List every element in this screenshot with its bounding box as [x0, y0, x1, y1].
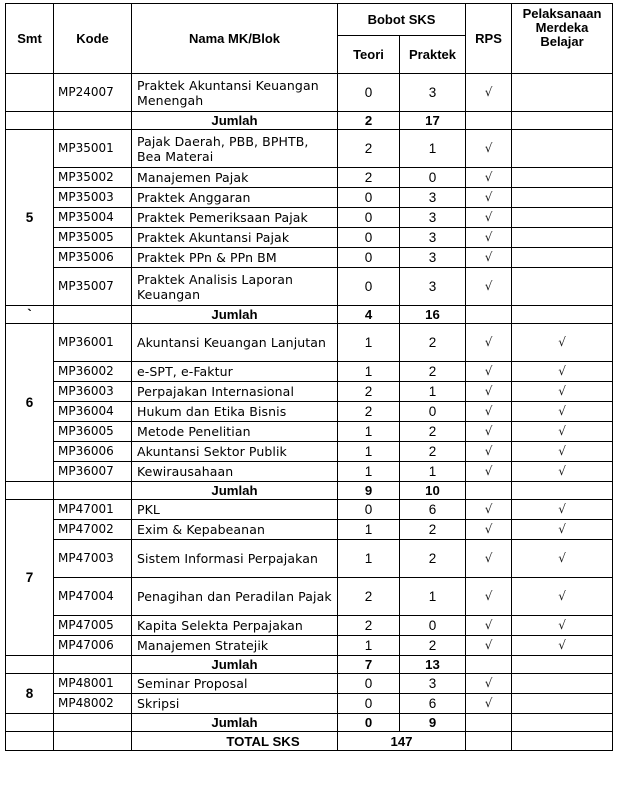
course-name: Praktek PPn & PPn BM [132, 248, 338, 268]
merdeka-check [512, 382, 613, 402]
teori-credits: 0 [338, 74, 400, 112]
total-empty-cell [466, 732, 512, 751]
course-name: Kapita Selekta Perpajakan [132, 616, 338, 636]
check-icon: √ [558, 464, 566, 478]
sum-row [6, 656, 613, 674]
course-name: Akuntansi Sektor Publik [132, 442, 338, 462]
rps-check [466, 500, 512, 520]
course-code: MP47002 [54, 520, 132, 540]
course-code: MP35001 [54, 130, 132, 168]
praktek-credits: 2 [400, 362, 466, 382]
merdeka-check [512, 248, 613, 268]
praktek-credits: 0 [400, 168, 466, 188]
rps-check [466, 188, 512, 208]
course-code: MP36004 [54, 402, 132, 422]
course-name: Praktek Analisis Laporan Keuangan [132, 268, 338, 306]
check-icon: √ [558, 502, 566, 516]
sum-empty-cell [54, 656, 132, 674]
course-name: Praktek Akuntansi Pajak [132, 228, 338, 248]
course-name: Manajemen Stratejik [132, 636, 338, 656]
merdeka-check [512, 578, 613, 616]
course-code: MP48001 [54, 674, 132, 694]
check-icon: √ [558, 424, 566, 438]
course-name: Sistem Informasi Perpajakan [132, 540, 338, 578]
merdeka-check [512, 442, 613, 462]
curriculum-table [5, 3, 613, 751]
rps-check [466, 422, 512, 442]
check-icon: √ [558, 551, 566, 565]
table-row [6, 402, 613, 422]
total-empty-cell [6, 732, 54, 751]
sum-row [6, 714, 613, 732]
table-row [6, 540, 613, 578]
teori-credits: 0 [338, 268, 400, 306]
check-icon: √ [484, 141, 493, 155]
sum-semester-cell [6, 714, 54, 732]
course-code: MP47003 [54, 540, 132, 578]
check-icon: √ [484, 364, 493, 378]
check-icon: √ [484, 85, 493, 99]
praktek-credits: 3 [400, 74, 466, 112]
check-icon: √ [558, 638, 566, 652]
sum-label: Jumlah [132, 714, 338, 732]
rps-check [466, 130, 512, 168]
check-icon: √ [558, 364, 566, 378]
teori-credits: 0 [338, 694, 400, 714]
table-row [6, 616, 613, 636]
merdeka-check [512, 616, 613, 636]
sum-empty-cell [54, 482, 132, 500]
teori-credits: 2 [338, 402, 400, 422]
sum-label: Jumlah [132, 112, 338, 130]
table-row [6, 578, 613, 616]
header-nama: Nama MK/Blok [132, 4, 338, 74]
course-code: MP36005 [54, 422, 132, 442]
sum-row [6, 112, 613, 130]
teori-credits: 1 [338, 442, 400, 462]
merdeka-check [512, 130, 613, 168]
table-row [6, 520, 613, 540]
teori-credits: 0 [338, 228, 400, 248]
rps-check [466, 248, 512, 268]
course-code: MP36007 [54, 462, 132, 482]
teori-credits: 2 [338, 168, 400, 188]
sum-empty-cell [466, 656, 512, 674]
check-icon: √ [484, 250, 493, 264]
check-icon: √ [484, 404, 493, 418]
praktek-credits: 3 [400, 188, 466, 208]
teori-credits: 1 [338, 324, 400, 362]
merdeka-check [512, 74, 613, 112]
course-name: Perpajakan Internasional [132, 382, 338, 402]
teori-credits: 0 [338, 188, 400, 208]
course-code: MP36003 [54, 382, 132, 402]
total-empty-cell [54, 732, 132, 751]
teori-credits: 1 [338, 422, 400, 442]
teori-credits: 2 [338, 382, 400, 402]
merdeka-check [512, 636, 613, 656]
merdeka-check [512, 208, 613, 228]
course-name: Skripsi [132, 694, 338, 714]
praktek-credits: 2 [400, 422, 466, 442]
sum-praktek: 9 [400, 714, 466, 732]
rps-check [466, 382, 512, 402]
praktek-credits: 1 [400, 130, 466, 168]
curriculum-body [6, 74, 613, 751]
check-icon: √ [558, 522, 566, 536]
course-code: MP24007 [54, 74, 132, 112]
sum-praktek: 17 [400, 112, 466, 130]
check-icon: √ [484, 210, 493, 224]
rps-check [466, 442, 512, 462]
semester-cell: 8 [6, 674, 54, 714]
check-icon: √ [484, 638, 493, 652]
sum-empty-cell [512, 656, 613, 674]
check-icon: √ [558, 589, 566, 603]
course-code: MP47004 [54, 578, 132, 616]
check-icon: √ [484, 335, 493, 349]
rps-check [466, 636, 512, 656]
rps-check [466, 362, 512, 382]
table-row [6, 74, 613, 112]
praktek-credits: 0 [400, 616, 466, 636]
course-code: MP35002 [54, 168, 132, 188]
course-name: Penagihan dan Peradilan Pajak [132, 578, 338, 616]
sum-empty-cell [54, 112, 132, 130]
rps-check [466, 694, 512, 714]
praktek-credits: 3 [400, 674, 466, 694]
course-name: Seminar Proposal [132, 674, 338, 694]
table-row [6, 462, 613, 482]
sum-empty-cell [466, 714, 512, 732]
header-smt: Smt [6, 4, 54, 74]
course-name: Praktek Pemeriksaan Pajak [132, 208, 338, 228]
teori-credits: 1 [338, 362, 400, 382]
check-icon: √ [484, 384, 493, 398]
merdeka-check [512, 188, 613, 208]
course-name: Pajak Daerah, PBB, BPHTB, Bea Materai [132, 130, 338, 168]
semester-cell [6, 74, 54, 112]
check-icon: √ [484, 522, 493, 536]
rps-check [466, 578, 512, 616]
table-row [6, 248, 613, 268]
total-empty-cell [512, 732, 613, 751]
check-icon: √ [484, 589, 493, 603]
course-name: Praktek Akuntansi Keuangan Menengah [132, 74, 338, 112]
praktek-credits: 3 [400, 248, 466, 268]
course-code: MP48002 [54, 694, 132, 714]
merdeka-check [512, 402, 613, 422]
check-icon: √ [484, 230, 493, 244]
merdeka-check [512, 422, 613, 442]
course-name: e-SPT, e-Faktur [132, 362, 338, 382]
merdeka-check [512, 500, 613, 520]
course-code: MP35004 [54, 208, 132, 228]
sum-empty-cell [466, 112, 512, 130]
sum-teori: 0 [338, 714, 400, 732]
semester-cell: 7 [6, 500, 54, 656]
merdeka-check [512, 520, 613, 540]
sum-teori: 7 [338, 656, 400, 674]
check-icon: √ [484, 551, 493, 565]
praktek-credits: 3 [400, 268, 466, 306]
teori-credits: 0 [338, 500, 400, 520]
table-row [6, 188, 613, 208]
table-row [6, 208, 613, 228]
total-value: 147 [338, 732, 466, 751]
praktek-credits: 2 [400, 520, 466, 540]
praktek-credits: 6 [400, 500, 466, 520]
merdeka-check [512, 268, 613, 306]
teori-credits: 1 [338, 520, 400, 540]
course-name: Akuntansi Keuangan Lanjutan [132, 324, 338, 362]
header-praktek: Praktek [400, 36, 466, 74]
table-row [6, 694, 613, 714]
sum-praktek: 13 [400, 656, 466, 674]
course-code: MP35007 [54, 268, 132, 306]
check-icon: √ [484, 170, 493, 184]
praktek-credits: 2 [400, 636, 466, 656]
table-row [6, 422, 613, 442]
rps-check [466, 402, 512, 422]
table-row [6, 168, 613, 188]
sum-semester-cell: ` [6, 306, 54, 324]
merdeka-check [512, 228, 613, 248]
sum-empty-cell [54, 714, 132, 732]
praktek-credits: 2 [400, 324, 466, 362]
sum-semester-cell [6, 112, 54, 130]
check-icon: √ [484, 464, 493, 478]
rps-check [466, 324, 512, 362]
sum-praktek: 10 [400, 482, 466, 500]
praktek-credits: 6 [400, 694, 466, 714]
check-icon: √ [558, 404, 566, 418]
check-icon: √ [558, 618, 566, 632]
course-name: Metode Penelitian [132, 422, 338, 442]
check-icon: √ [484, 444, 493, 458]
sum-teori: 2 [338, 112, 400, 130]
praktek-credits: 0 [400, 402, 466, 422]
table-row [6, 228, 613, 248]
sum-praktek: 16 [400, 306, 466, 324]
check-icon: √ [558, 444, 566, 458]
praktek-credits: 1 [400, 578, 466, 616]
header-rps: RPS [466, 4, 512, 74]
rps-check [466, 228, 512, 248]
sum-empty-cell [512, 482, 613, 500]
sum-empty-cell [466, 306, 512, 324]
sum-label: Jumlah [132, 656, 338, 674]
praktek-credits: 2 [400, 442, 466, 462]
course-name: Exim & Kepabeanan [132, 520, 338, 540]
praktek-credits: 1 [400, 462, 466, 482]
rps-check [466, 268, 512, 306]
sum-row [6, 306, 613, 324]
praktek-credits: 3 [400, 208, 466, 228]
table-row [6, 442, 613, 462]
sum-empty-cell [512, 306, 613, 324]
sum-semester-cell [6, 482, 54, 500]
course-code: MP36001 [54, 324, 132, 362]
teori-credits: 0 [338, 248, 400, 268]
rps-check [466, 616, 512, 636]
merdeka-check [512, 674, 613, 694]
table-row [6, 674, 613, 694]
merdeka-check [512, 362, 613, 382]
table-row [6, 382, 613, 402]
check-icon: √ [558, 384, 566, 398]
semester-cell: 5 [6, 130, 54, 306]
rps-check [466, 208, 512, 228]
total-label: TOTAL SKS [132, 732, 338, 751]
teori-credits: 0 [338, 674, 400, 694]
teori-credits: 2 [338, 130, 400, 168]
table-row [6, 268, 613, 306]
merdeka-check [512, 324, 613, 362]
course-code: MP35005 [54, 228, 132, 248]
teori-credits: 0 [338, 208, 400, 228]
rps-check [466, 520, 512, 540]
total-row [6, 732, 613, 751]
course-code: MP35003 [54, 188, 132, 208]
check-icon: √ [484, 618, 493, 632]
sum-empty-cell [466, 482, 512, 500]
merdeka-check [512, 168, 613, 188]
praktek-credits: 1 [400, 382, 466, 402]
sum-semester-cell [6, 656, 54, 674]
table-row [6, 362, 613, 382]
header-merdeka-belajar: Pelaksanaan Merdeka Belajar [512, 4, 613, 74]
sum-label: Jumlah [132, 482, 338, 500]
table-row [6, 324, 613, 362]
check-icon: √ [484, 696, 493, 710]
sum-empty-cell [512, 714, 613, 732]
sum-teori: 9 [338, 482, 400, 500]
semester-cell: 6 [6, 324, 54, 482]
course-name: Manajemen Pajak [132, 168, 338, 188]
table-row [6, 500, 613, 520]
check-icon: √ [484, 424, 493, 438]
course-code: MP47001 [54, 500, 132, 520]
table-row [6, 636, 613, 656]
teori-credits: 2 [338, 578, 400, 616]
teori-credits: 2 [338, 616, 400, 636]
curriculum-sheet [5, 3, 613, 751]
check-icon: √ [558, 335, 566, 349]
course-code: MP47005 [54, 616, 132, 636]
sum-teori: 4 [338, 306, 400, 324]
sum-row [6, 482, 613, 500]
check-icon: √ [484, 190, 493, 204]
course-name: Hukum dan Etika Bisnis [132, 402, 338, 422]
rps-check [466, 540, 512, 578]
check-icon: √ [484, 676, 493, 690]
check-icon: √ [484, 279, 493, 293]
header-kode: Kode [54, 4, 132, 74]
rps-check [466, 462, 512, 482]
praktek-credits: 3 [400, 228, 466, 248]
course-name: Kewirausahaan [132, 462, 338, 482]
rps-check [466, 674, 512, 694]
merdeka-check [512, 462, 613, 482]
sum-empty-cell [512, 112, 613, 130]
teori-credits: 1 [338, 462, 400, 482]
merdeka-check [512, 694, 613, 714]
course-code: MP36006 [54, 442, 132, 462]
course-name: PKL [132, 500, 338, 520]
course-code: MP47006 [54, 636, 132, 656]
sum-empty-cell [54, 306, 132, 324]
course-code: MP36002 [54, 362, 132, 382]
sum-label: Jumlah [132, 306, 338, 324]
merdeka-check [512, 540, 613, 578]
check-icon: √ [484, 502, 493, 516]
table-row [6, 130, 613, 168]
header-bobot-sks: Bobot SKS [338, 4, 466, 36]
teori-credits: 1 [338, 540, 400, 578]
teori-credits: 1 [338, 636, 400, 656]
course-name: Praktek Anggaran [132, 188, 338, 208]
header-teori: Teori [338, 36, 400, 74]
rps-check [466, 74, 512, 112]
praktek-credits: 2 [400, 540, 466, 578]
rps-check [466, 168, 512, 188]
course-code: MP35006 [54, 248, 132, 268]
